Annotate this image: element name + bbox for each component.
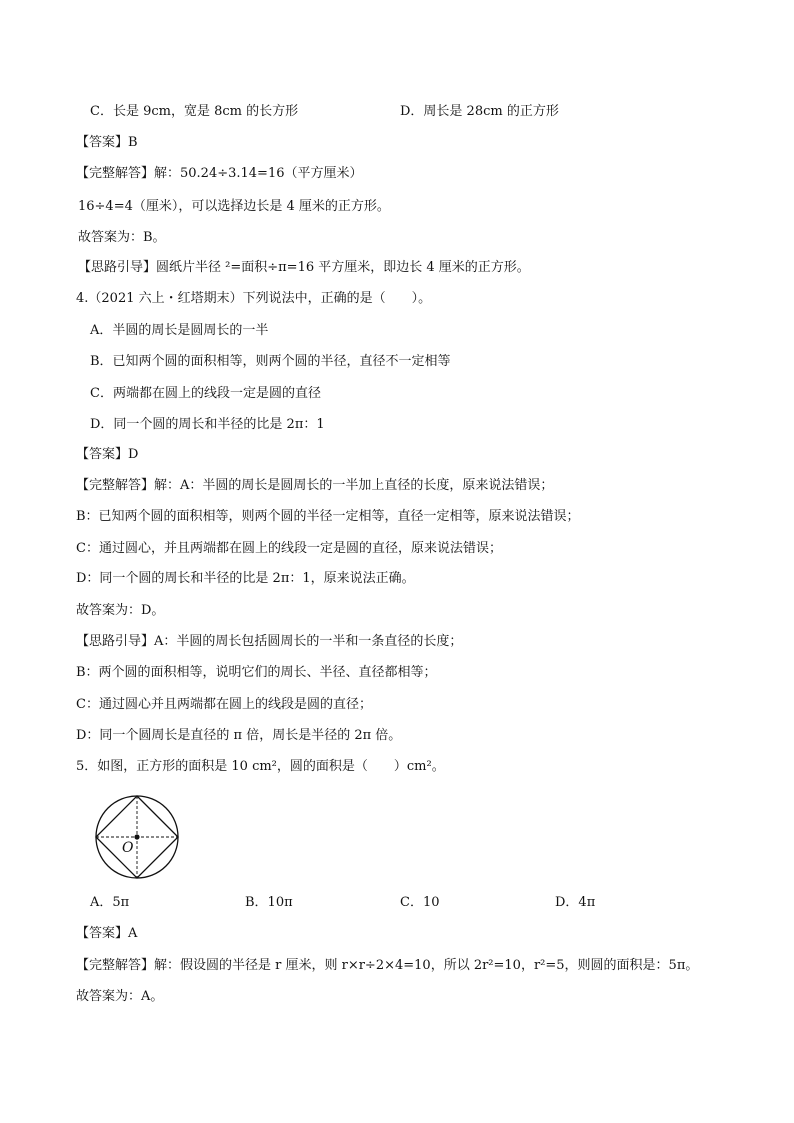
q3-conclusion: 故答案为：B。 xyxy=(78,230,166,245)
q4-solution-a: 【完整解答】解：A：半圆的周长是圆周长的一半加上直径的长度，原来说法错误； xyxy=(76,478,554,493)
q5-option-d: D．4π xyxy=(555,895,596,910)
q3-answer: 【答案】B xyxy=(76,135,138,150)
q4-hint-a: 【思路引导】A：半圆的周长包括圆周长的一半和一条直径的长度； xyxy=(76,634,463,649)
figure-center-dot xyxy=(134,834,139,839)
circle-square-figure xyxy=(92,792,182,882)
q3-option-c: C．长是 9cm，宽是 8cm 的长方形 xyxy=(90,104,299,119)
q3-solution-line-2: 16÷4=4（厘米），可以选择边长是 4 厘米的正方形。 xyxy=(78,199,390,214)
q4-solution-b: B：已知两个圆的面积相等，则两个圆的半径一定相等，直径一定相等，原来说法错误； xyxy=(76,509,580,524)
q3-hint: 【思路引导】圆纸片半径 ²=面积÷π=16 平方厘米，即边长 4 厘米的正方形。 xyxy=(78,260,530,275)
q5-options-row xyxy=(0,894,794,912)
q4-option-c: C．两端都在圆上的线段一定是圆的直径 xyxy=(90,386,321,401)
q4-option-d: D．同一个圆的周长和半径的比是 2π：1 xyxy=(90,417,325,432)
q4-hint-b: B：两个圆的面积相等，说明它们的周长、半径、直径都相等； xyxy=(76,665,437,680)
q4-hint-d: D：同一个圆周长是直径的 π 倍，周长是半径的 2π 倍。 xyxy=(76,728,402,743)
q5-stem: 5．如图，正方形的面积是 10 cm²，圆的面积是（ ）cm²。 xyxy=(76,759,445,774)
q3-options-row xyxy=(0,103,794,121)
q5-option-a: A．5π xyxy=(90,895,130,910)
q4-option-a: A．半圆的周长是圆周长的一半 xyxy=(90,323,269,338)
figure-center-label: O xyxy=(122,840,134,856)
q3-option-d: D．周长是 28cm 的正方形 xyxy=(400,104,559,119)
q5-conclusion: 故答案为：A。 xyxy=(76,989,164,1004)
q4-hint-c: C：通过圆心并且两端都在圆上的线段是圆的直径； xyxy=(76,697,372,712)
q4-conclusion: 故答案为：D。 xyxy=(76,603,165,618)
q5-solution: 【完整解答】解：假设圆的半径是 r 厘米，则 r×r÷2×4=10，所以 2r²=10，r²=5，则圆的面积是：5π。 xyxy=(76,958,699,973)
q4-option-b: B．已知两个圆的面积相等，则两个圆的半径，直径不一定相等 xyxy=(90,354,451,369)
q4-solution-d: D：同一个圆的周长和半径的比是 2π：1，原来说法正确。 xyxy=(76,571,415,586)
q5-option-b: B．10π xyxy=(245,895,293,910)
q5-option-c: C．10 xyxy=(400,895,440,910)
q3-solution-line-1: 【完整解答】解：50.24÷3.14=16（平方厘米） xyxy=(76,166,363,181)
q4-stem: 4.（2021 六上・红塔期末）下列说法中，正确的是（ ）。 xyxy=(76,291,432,306)
q4-answer: 【答案】D xyxy=(76,447,139,462)
q4-solution-c: C：通过圆心，并且两端都在圆上的线段一定是圆的直径，原来说法错误； xyxy=(76,541,502,556)
q5-answer: 【答案】A xyxy=(76,926,138,941)
